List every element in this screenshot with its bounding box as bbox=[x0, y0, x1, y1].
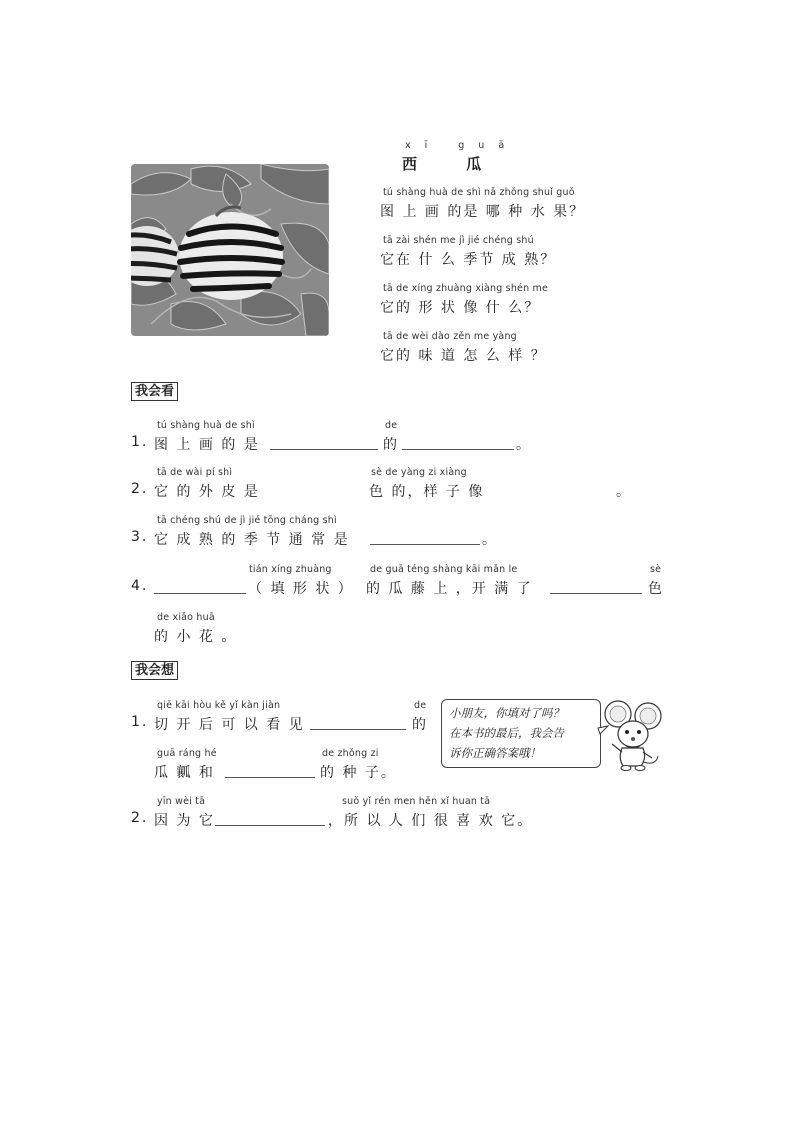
s1-q2-pinyin-b: sè de yàng zi xiàng bbox=[371, 467, 467, 478]
intro-question-3-pinyin: tā de xíng zhuàng xiàng shén me bbox=[383, 283, 549, 294]
s1-q4-blank-2[interactable] bbox=[550, 592, 642, 594]
speech-bubble bbox=[441, 699, 601, 768]
s1-q4-text-c: 色 bbox=[648, 581, 664, 597]
s1-q1-blank-1[interactable] bbox=[270, 448, 378, 450]
s1-q4-pinyin-b: de guā téng shàng kāi mǎn le bbox=[370, 564, 518, 575]
s1-q3-blank[interactable] bbox=[370, 543, 480, 545]
s1-q1-text-b: 的 bbox=[383, 437, 399, 453]
s2-q2-pinyin-b: suǒ yǐ rén men hěn xǐ huan tā bbox=[342, 796, 491, 807]
s1-q1-pinyin-b: de bbox=[385, 420, 398, 431]
s1-q1-blank-2[interactable] bbox=[402, 448, 514, 450]
s2-q1-text-d: 的 种 子。 bbox=[320, 765, 397, 781]
s2-q2-text-a: 因 为 它 bbox=[154, 813, 215, 829]
intro-question-4: 它的 味 道 怎 么 样 ？ bbox=[380, 348, 547, 364]
title-pinyin: xī guā bbox=[405, 140, 519, 151]
intro-question-2: 它在 什 么 季节 成 熟？ bbox=[380, 252, 557, 268]
s1-q3-pinyin-a: tā chéng shú de jì jié tōng cháng shì bbox=[157, 515, 337, 526]
s1-q4-number: 4. bbox=[131, 578, 149, 594]
s1-q2-end: 。 bbox=[616, 484, 632, 500]
bubble-line-2: 在本书的最后，我会告 bbox=[449, 726, 564, 740]
intro-question-2-pinyin: tā zài shén me jì jié chéng shú bbox=[383, 235, 534, 246]
s2-q1-text-c: 瓜 瓤 和 bbox=[154, 765, 215, 781]
s2-q2-number: 2. bbox=[131, 810, 149, 826]
s2-q2-pinyin-a: yīn wèi tā bbox=[157, 796, 206, 807]
s2-q1-text-a: 切 开 后 可 以 看 见 bbox=[154, 717, 305, 733]
page-title: 西 瓜 bbox=[402, 155, 504, 173]
s2-q1-number: 1. bbox=[131, 714, 149, 730]
s1-q3-text-a: 它 成 熟 的 季 节 通 常 是 bbox=[154, 532, 350, 548]
s1-q4-text-a: （ 填 形 状 ） bbox=[248, 581, 354, 597]
s1-q1-number: 1. bbox=[131, 434, 149, 450]
s1-q4-text-b: 的 瓜 藤 上 ，开 满 了 bbox=[366, 581, 533, 597]
s1-q1-text-a: 图 上 画 的 是 bbox=[154, 437, 260, 453]
intro-question-1-pinyin: tú shàng huà de shì nǎ zhǒng shuǐ guǒ bbox=[383, 187, 575, 198]
s1-q2-text-b: 色 的，样 子 像 bbox=[369, 484, 485, 500]
s1-q2-number: 2. bbox=[131, 481, 149, 497]
s2-q2-text-b: ，所 以 人 们 很 喜 欢 它。 bbox=[328, 813, 534, 829]
s1-q4-pinyin-a: tián xíng zhuàng bbox=[249, 564, 332, 575]
s2-q2-blank[interactable] bbox=[215, 824, 325, 826]
section-label-look: 我会看 bbox=[131, 382, 178, 401]
s2-q1-pinyin-b: de bbox=[414, 700, 427, 711]
s2-q1-pinyin-c: guā ráng hé bbox=[157, 748, 217, 759]
s1-q4-pinyin-c: sè bbox=[650, 564, 662, 575]
s2-q1-text-b: 的 bbox=[412, 717, 428, 733]
s2-q2-pinyin-a: tā de wài pí shì bbox=[157, 467, 233, 478]
s2-q1-blank-2[interactable] bbox=[225, 776, 315, 778]
mouse-mascot-icon bbox=[596, 696, 666, 772]
s1-q1-pinyin-a: tú shàng huà de shì bbox=[157, 420, 255, 431]
intro-question-4-pinyin: tā de wèi dào zěn me yàng bbox=[383, 331, 517, 342]
s1-q4-pinyin-d: de xiǎo huā bbox=[157, 612, 215, 623]
bubble-line-3: 诉你正确答案哦！ bbox=[449, 746, 541, 760]
s2-q1-pinyin-a: qiē kāi hòu kě yǐ kàn jiàn bbox=[157, 700, 281, 711]
s1-q3-end: 。 bbox=[482, 532, 498, 548]
s2-q1-blank-1[interactable] bbox=[310, 728, 406, 730]
s1-q4-text-d: 的 小 花 。 bbox=[154, 629, 238, 645]
intro-question-3: 它的 形 状 像 什 么？ bbox=[380, 300, 541, 316]
watermelon-photo bbox=[131, 164, 329, 336]
s1-q1-end: 。 bbox=[516, 437, 532, 453]
s2-q1-pinyin-d: de zhǒng zi bbox=[322, 748, 379, 759]
bubble-line-1: 小朋友，你填对了吗？ bbox=[449, 706, 564, 720]
s1-q3-number: 3. bbox=[131, 529, 149, 545]
intro-question-1: 图 上 画 的是 哪 种 水 果？ bbox=[380, 204, 586, 220]
s1-q2-text-a: 它 的 外 皮 是 bbox=[154, 484, 260, 500]
s1-q4-blank-1[interactable] bbox=[154, 592, 246, 594]
section-label-think: 我会想 bbox=[131, 661, 178, 680]
